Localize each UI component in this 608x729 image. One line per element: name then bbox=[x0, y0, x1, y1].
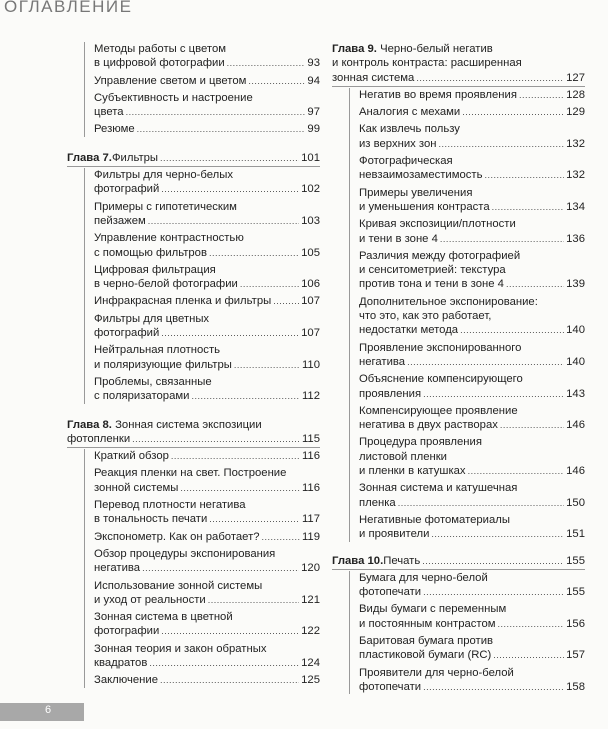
toc-page-number: 107 bbox=[301, 327, 320, 340]
left-toc-column bbox=[67, 38, 320, 691]
toc-entry-line bbox=[94, 326, 320, 340]
toc-entry bbox=[359, 249, 585, 292]
chapter-entries bbox=[84, 168, 320, 403]
dot-leader bbox=[423, 387, 564, 401]
toc-entry-title: фотопечати bbox=[359, 680, 422, 693]
toc-entry-line bbox=[94, 277, 320, 291]
toc-entry bbox=[94, 231, 320, 260]
toc-entry bbox=[359, 341, 585, 370]
toc-entry-line bbox=[359, 355, 585, 369]
toc-entry-title: Управление контрастностью bbox=[94, 232, 244, 245]
toc-entry-title: фотографии bbox=[94, 625, 160, 638]
chapter-title-line bbox=[67, 418, 320, 432]
dot-leader bbox=[126, 105, 306, 119]
toc-entry-title: Зонная теория и закон обратных bbox=[94, 642, 267, 655]
chapter-entries bbox=[84, 449, 320, 687]
toc-page-number: 151 bbox=[566, 528, 585, 541]
toc-page-number: 116 bbox=[301, 450, 320, 463]
toc-entry-title: Фильтры для цветных bbox=[94, 312, 210, 325]
toc-entry-title: листовой пленки bbox=[359, 450, 447, 463]
toc-page-number: 155 bbox=[566, 586, 585, 599]
toc-entry-title: Аналогия с мехами bbox=[359, 106, 461, 119]
toc-entry-line bbox=[359, 168, 585, 182]
dot-leader bbox=[407, 355, 564, 369]
toc-entry-title: в черно-белой фотографии bbox=[94, 278, 238, 291]
dot-leader bbox=[191, 389, 300, 403]
toc-entry bbox=[94, 642, 320, 671]
dot-leader bbox=[240, 277, 299, 291]
toc-entry-line bbox=[94, 182, 320, 196]
chapter-title: и контроль контраста: расширенная bbox=[332, 57, 522, 70]
dot-leader bbox=[440, 232, 564, 246]
chapter-entries bbox=[349, 571, 585, 694]
toc-page-number: 158 bbox=[566, 680, 585, 693]
chapter-label: Глава 9. bbox=[332, 43, 377, 55]
dot-leader bbox=[137, 122, 306, 136]
toc-entry-title: квадратов bbox=[94, 656, 148, 669]
toc-entry-title: Экспонометр. Как он работает? bbox=[94, 530, 260, 543]
toc-entry-title: Как извлечь пользу bbox=[359, 123, 460, 136]
dot-leader bbox=[398, 496, 564, 510]
toc-page-number: 105 bbox=[301, 246, 320, 259]
dot-leader bbox=[234, 358, 300, 372]
toc-entry-line bbox=[359, 680, 585, 694]
toc-entry-title: в цифровой фотографии bbox=[94, 57, 225, 70]
toc-entry-title: Различия между фотографией bbox=[359, 249, 521, 262]
chapter-title-line bbox=[67, 432, 320, 446]
toc-entry-title: с поляризаторами bbox=[94, 390, 190, 403]
toc-page-number: 143 bbox=[566, 387, 585, 400]
toc-entry-title: Заключение bbox=[94, 674, 158, 687]
chapter-label: Глава 7. bbox=[67, 151, 112, 164]
toc-entry bbox=[94, 91, 320, 120]
toc-entry-title: в тональность печати bbox=[94, 513, 208, 526]
toc-page-number: 140 bbox=[566, 324, 585, 337]
toc-entry-title: Негатив во время проявления bbox=[359, 88, 517, 101]
toc-page-number: 94 bbox=[307, 74, 320, 87]
toc-entry bbox=[359, 217, 585, 246]
toc-entry bbox=[359, 105, 585, 119]
toc-entry-title: негатива bbox=[359, 355, 406, 368]
toc-entry bbox=[94, 122, 320, 136]
chapter-title-line bbox=[67, 151, 320, 165]
toc-page-number: 146 bbox=[566, 465, 585, 478]
toc-page-number: 121 bbox=[301, 593, 320, 606]
chapter-title: Фильтры bbox=[111, 151, 159, 164]
dot-leader bbox=[431, 527, 564, 541]
toc-entry-title: Реакция пленки на свет. Построение bbox=[94, 467, 287, 480]
chapter-page-number: 155 bbox=[566, 554, 585, 567]
dot-leader bbox=[209, 512, 300, 526]
toc-entry-line bbox=[94, 673, 320, 687]
toc-page-number: 93 bbox=[307, 57, 320, 70]
toc-entry-title: Бумага для черно-белой bbox=[359, 571, 488, 584]
toc-entry-title: и постоянным контрастом bbox=[359, 617, 496, 630]
dot-leader bbox=[248, 74, 305, 88]
toc-entry bbox=[359, 666, 585, 695]
toc-entry-line bbox=[359, 200, 585, 214]
chapter-page-number: 115 bbox=[301, 432, 320, 445]
toc-entry-title: Нейтральная плотность bbox=[94, 344, 221, 357]
toc-entry-title: пейзажем bbox=[94, 214, 146, 227]
chapter-heading bbox=[332, 42, 585, 87]
toc-entry bbox=[94, 168, 320, 197]
toc-entry-line bbox=[94, 561, 320, 575]
toc-entry-line bbox=[94, 122, 320, 136]
toc-page-number: 120 bbox=[301, 562, 320, 575]
toc-entry bbox=[359, 295, 585, 338]
toc-entry bbox=[359, 571, 585, 600]
toc-entry-line bbox=[359, 418, 585, 432]
toc-entry bbox=[94, 200, 320, 229]
toc-entry-line bbox=[359, 648, 585, 662]
toc-page-number: 116 bbox=[301, 481, 320, 494]
toc-entry-line bbox=[94, 246, 320, 260]
toc-entry-line bbox=[359, 617, 585, 631]
chapter-entries bbox=[349, 88, 585, 542]
toc-entry-title: Резюме bbox=[94, 123, 135, 136]
toc-entry-title: Фотографическая bbox=[359, 155, 453, 168]
toc-entry-title: Краткий обзор bbox=[94, 450, 169, 463]
dot-leader bbox=[171, 449, 300, 463]
toc-entry-line bbox=[94, 358, 320, 372]
toc-entry bbox=[94, 466, 320, 495]
toc-entry-title: фотопечати bbox=[359, 586, 422, 599]
dot-leader bbox=[423, 585, 564, 599]
chapter-title-line bbox=[332, 56, 585, 70]
toc-entry-title: и проявители bbox=[359, 528, 430, 541]
toc-page-number: 146 bbox=[566, 419, 585, 432]
toc-entry-line bbox=[94, 389, 320, 403]
toc-entry bbox=[359, 154, 585, 183]
toc-page-number: 103 bbox=[301, 214, 320, 227]
toc-entry-line bbox=[359, 137, 585, 151]
toc-page-number: 125 bbox=[301, 674, 320, 687]
toc-entry-line bbox=[359, 585, 585, 599]
toc-entry-title: Методы работы с цветом bbox=[94, 43, 227, 55]
toc-entry bbox=[94, 375, 320, 404]
toc-entry bbox=[359, 88, 585, 102]
toc-entry-title: Обзор процедуры экспонирования bbox=[94, 547, 276, 560]
dot-leader bbox=[161, 624, 299, 638]
toc-chapter bbox=[67, 151, 320, 404]
page-number-tab bbox=[0, 703, 84, 721]
dot-leader bbox=[208, 593, 299, 607]
chapter-title-line bbox=[332, 554, 585, 568]
toc-entry-line bbox=[94, 656, 320, 670]
toc-page-number: 122 bbox=[301, 625, 320, 638]
toc-page-number: 136 bbox=[566, 232, 585, 245]
toc-page-number: 129 bbox=[566, 106, 585, 119]
toc-entry-title: Фильтры для черно-белых bbox=[94, 169, 233, 182]
toc-page-number: 117 bbox=[301, 513, 320, 526]
dot-leader bbox=[423, 680, 564, 694]
toc-page-number: 134 bbox=[566, 200, 585, 213]
toc-entry-line bbox=[359, 464, 585, 478]
toc-page-number: 139 bbox=[566, 278, 585, 291]
toc-chapter bbox=[67, 418, 320, 688]
toc-entry bbox=[94, 294, 320, 308]
dot-leader bbox=[227, 56, 306, 70]
toc-entry-title: Виды бумаги с переменным bbox=[359, 603, 507, 616]
dot-leader bbox=[439, 137, 565, 151]
dot-leader bbox=[142, 561, 299, 575]
toc-entry-line bbox=[94, 512, 320, 526]
toc-entry-title: и поляризующие фильтры bbox=[94, 358, 232, 371]
toc-page-number: 150 bbox=[566, 496, 585, 509]
toc-entry bbox=[94, 498, 320, 527]
chapter-page-number: 127 bbox=[566, 71, 585, 84]
chapter-title: зонная система bbox=[332, 71, 415, 84]
toc-page-number: 97 bbox=[307, 106, 320, 119]
toc-entry-title: негатива в двух растворах bbox=[359, 419, 498, 432]
dot-leader bbox=[485, 168, 565, 182]
dot-leader bbox=[468, 464, 565, 478]
toc-entry-line bbox=[94, 624, 320, 638]
chapter-heading bbox=[67, 418, 320, 449]
dot-leader bbox=[180, 481, 300, 495]
toc-page-number: 140 bbox=[566, 355, 585, 368]
toc-entry-title: Проявители для черно-белой bbox=[359, 666, 514, 679]
chapter-label: Глава 8. bbox=[67, 418, 112, 431]
toc-entry-line bbox=[94, 105, 320, 119]
toc-entry-title: Управление светом и цветом bbox=[94, 74, 247, 87]
toc-entry-title: зонной системы bbox=[94, 481, 179, 494]
dot-leader bbox=[506, 277, 564, 291]
pre-entries bbox=[84, 42, 320, 137]
toc-entry-title: Кривая экспозиции/плотности bbox=[359, 218, 516, 231]
toc-entry bbox=[359, 602, 585, 631]
toc-entry-title: фотографий bbox=[94, 183, 160, 196]
toc-entry bbox=[94, 449, 320, 463]
toc-entry-title: Инфракрасная пленка и фильтры bbox=[94, 295, 272, 308]
chapter-title: фотопленки bbox=[67, 432, 131, 445]
toc-entry bbox=[94, 343, 320, 372]
toc-entry-title: Цифровая фильтрация bbox=[94, 263, 216, 276]
toc-chapter bbox=[332, 42, 585, 542]
toc-entry-title: пленка bbox=[359, 496, 396, 509]
toc-entry-title: Примеры с гипотетическим bbox=[94, 200, 237, 213]
toc-entry-title: и уход от реальности bbox=[94, 593, 206, 606]
toc-entry-title: Компенсирующее проявление bbox=[359, 404, 518, 417]
toc-entry-line bbox=[94, 593, 320, 607]
toc-page-number: 132 bbox=[566, 169, 585, 182]
page-footer bbox=[0, 703, 608, 721]
dot-leader bbox=[460, 323, 564, 337]
toc-entry-title: недостатки метода bbox=[359, 324, 459, 337]
toc-chapter bbox=[332, 554, 585, 695]
toc-entry-title: с помощью фильтров bbox=[94, 246, 207, 259]
toc-entry bbox=[94, 547, 320, 576]
toc-entry-title: Проявление экспонированного bbox=[359, 341, 522, 354]
toc-page-number: 107 bbox=[301, 295, 320, 308]
chapter-title: Черно-белый негатив bbox=[380, 43, 493, 55]
toc-entry bbox=[359, 634, 585, 663]
toc-entry-line bbox=[94, 56, 320, 70]
toc-entry-title: Проблемы, связанные bbox=[94, 375, 212, 388]
toc-entry bbox=[94, 610, 320, 639]
toc-entry-title: и уменьшения контраста bbox=[359, 200, 490, 213]
toc-page-number: 110 bbox=[301, 358, 320, 371]
toc-entry-line bbox=[94, 530, 320, 544]
toc-entry-title: Баритовая бумага против bbox=[359, 634, 494, 647]
dot-leader bbox=[422, 554, 564, 568]
dot-leader bbox=[492, 200, 565, 214]
page-number: 6 bbox=[45, 704, 52, 716]
toc-entry bbox=[359, 513, 585, 542]
dot-leader bbox=[416, 71, 564, 85]
toc-entry-title: Дополнительное экспонирование: bbox=[359, 295, 538, 308]
toc-entry-title: негатива bbox=[94, 562, 141, 575]
toc-entry bbox=[359, 435, 585, 478]
chapter-title-line bbox=[332, 42, 585, 56]
dot-leader bbox=[519, 88, 564, 102]
toc-entry-title: невзаимозаместимость bbox=[359, 169, 483, 182]
dot-leader bbox=[161, 326, 299, 340]
toc-entry-title: Примеры увеличения bbox=[359, 186, 473, 199]
toc-entry bbox=[94, 579, 320, 608]
dot-leader bbox=[132, 432, 300, 446]
toc-entry-title: что это, как это работает, bbox=[359, 310, 492, 323]
toc-entry-title: Негативные фотоматериалы bbox=[359, 513, 510, 526]
toc-entry-title: цвета bbox=[94, 106, 124, 119]
toc-entry-line bbox=[359, 323, 585, 337]
toc-page-number: 106 bbox=[301, 278, 320, 291]
toc-entry-title: Перевод плотности негатива bbox=[94, 499, 246, 512]
dot-leader bbox=[273, 294, 299, 308]
toc-entry-title: Зонная система и катушечная bbox=[359, 482, 518, 495]
dot-leader bbox=[148, 214, 299, 228]
toc-entry-line bbox=[359, 527, 585, 541]
toc-entry-title: Зонная система в цветной bbox=[94, 611, 233, 624]
dot-leader bbox=[493, 648, 564, 662]
toc-entry bbox=[359, 186, 585, 215]
toc-page-number: 99 bbox=[307, 123, 320, 136]
chapter-heading bbox=[332, 554, 585, 570]
dot-leader bbox=[160, 673, 299, 687]
toc-page-number: 157 bbox=[566, 649, 585, 662]
dot-leader bbox=[262, 530, 300, 544]
page-header bbox=[0, 0, 608, 18]
toc-entry-line bbox=[359, 232, 585, 246]
right-toc-column bbox=[332, 38, 585, 697]
toc-entry-title: Использование зонной системы bbox=[94, 579, 263, 592]
toc-entry-line bbox=[359, 277, 585, 291]
toc-entry-title: из верхних зон bbox=[359, 137, 437, 150]
toc-entry bbox=[94, 673, 320, 687]
dot-leader bbox=[462, 105, 564, 119]
toc-entry bbox=[359, 372, 585, 401]
toc-entry-line bbox=[359, 105, 585, 119]
toc-entry-title: Субъективность и настроение bbox=[94, 91, 253, 104]
dot-leader bbox=[498, 617, 565, 631]
page-title: ОГЛАВЛЕНИЕ bbox=[4, 0, 133, 16]
toc-entry bbox=[94, 530, 320, 544]
toc-page-number: 132 bbox=[566, 137, 585, 150]
toc-entry-title: и пленки в катушках bbox=[359, 465, 466, 478]
toc-entry-title: Процедура проявления bbox=[359, 436, 482, 449]
chapter-heading bbox=[67, 151, 320, 167]
toc-entry-title: пластиковой бумаги (RC) bbox=[359, 649, 492, 662]
toc-entry-title: фотографий bbox=[94, 327, 160, 340]
chapter-page-number: 101 bbox=[301, 151, 320, 164]
toc-page-number: 102 bbox=[301, 183, 320, 196]
chapter-label: Глава 10. bbox=[332, 554, 384, 567]
chapter-title: Печать bbox=[383, 554, 421, 567]
chapter-title-line bbox=[332, 71, 585, 85]
toc-entry bbox=[94, 74, 320, 88]
toc-entry bbox=[359, 404, 585, 433]
toc-entry-line bbox=[94, 294, 320, 308]
toc-entry-line bbox=[359, 387, 585, 401]
dot-leader bbox=[209, 246, 299, 260]
toc-entry bbox=[94, 42, 320, 71]
toc-entry bbox=[94, 312, 320, 341]
toc-entry-line bbox=[94, 481, 320, 495]
toc-entry-line bbox=[359, 496, 585, 510]
toc-entry-line bbox=[94, 74, 320, 88]
chapter-title: Зонная система экспозиции bbox=[115, 418, 262, 431]
dot-leader bbox=[500, 418, 564, 432]
toc-entry-line bbox=[94, 449, 320, 463]
toc-entry-line bbox=[359, 88, 585, 102]
toc-entry bbox=[359, 481, 585, 510]
toc-page-number: 156 bbox=[566, 617, 585, 630]
toc-page-number: 128 bbox=[566, 88, 585, 101]
toc-entry-title: проявления bbox=[359, 387, 422, 400]
toc-entry-title: Объяснение компенсирующего bbox=[359, 373, 523, 386]
toc-entry-title: и сенситометрией: текстура bbox=[359, 264, 506, 277]
dot-leader bbox=[161, 182, 299, 196]
toc-entry bbox=[94, 263, 320, 292]
toc-entry-title: против тона и тени в зоне 4 bbox=[359, 278, 504, 291]
toc-entry-title: и тени в зоне 4 bbox=[359, 232, 438, 245]
toc-entry bbox=[359, 122, 585, 151]
toc-page-number: 124 bbox=[301, 656, 320, 669]
toc-entry-line bbox=[94, 214, 320, 228]
dot-leader bbox=[149, 656, 299, 670]
toc-page-number: 119 bbox=[301, 530, 320, 543]
toc-page-number: 112 bbox=[301, 390, 320, 403]
dot-leader bbox=[160, 151, 299, 165]
